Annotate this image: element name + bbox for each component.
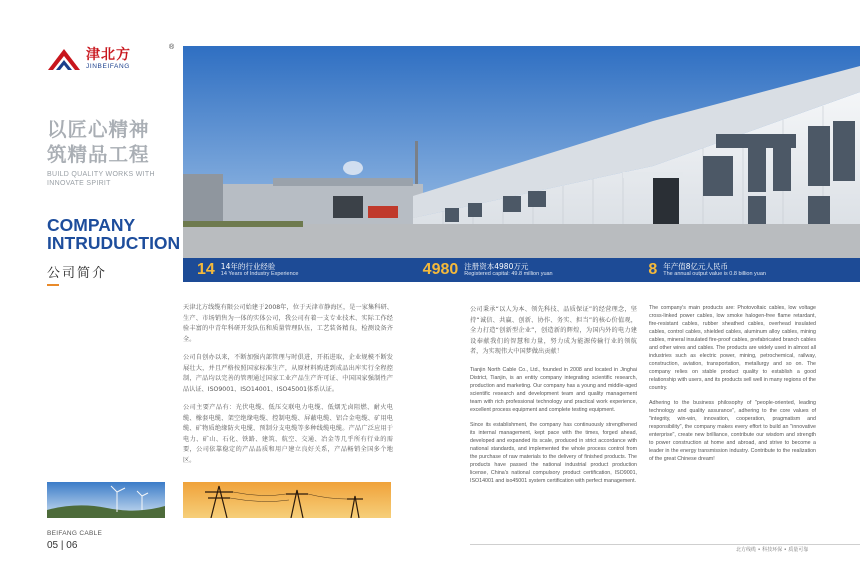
brand-name-en: JINBEIFANG xyxy=(86,63,130,70)
stat-label-en: Registered capital: 49.8 million yuan xyxy=(464,271,553,277)
stats-bar xyxy=(183,258,860,282)
intro-column-en xyxy=(649,304,816,470)
section-title-line1: COMPANY xyxy=(47,215,136,235)
factory-photo xyxy=(183,46,860,258)
stat-experience xyxy=(183,258,409,282)
paragraph: Since its establishment, the company has continuously strengthened its internal management, kept pace with the times, forged ahead, developed and expanded its scale, produced in strict accordance with national standards, and implemented the whole process control from the purchase of raw materials to the delivery of finished products. The products have passed the national industrial product production license, China's national compulsory product certification, ISO9001, ISO14001 and iso45001 system certification with perfect management. xyxy=(470,421,637,484)
stat-number: 4980 xyxy=(422,261,459,278)
paragraph: 天津北方线缆有限公司始建于2008年，位于天津市静海区，是一家集科研、生产、市场销售为一体的实体公司，我公司有着一支专业技术、实际工作经验丰富的中青年科研开发队伍和质量管理队伍，工艺装备精良，检测设备齐全。 xyxy=(183,304,393,343)
stat-capital xyxy=(409,258,635,282)
stat-label-en: The annual output value is 0.8 billion yuan xyxy=(663,271,766,277)
slogan-en-line2: INNOVATE SPIRIT xyxy=(47,180,111,187)
paragraph: Adhering to the business philosophy of "people-oriented, leading technology and quality assurance", adhering to the core values of "integrity, win-win, innovation, cooperation, pragmatism and responsibility", the company makes every effort to build an "innovative enterprise", create new brilliance, contribute our wisdom and strength to power construction at home and abroad, and strive to become a leader in the energy transmission industry. Contribute to the realization of the great Chinese dream! xyxy=(649,400,816,462)
stat-label-cn: 14年的行业经验 xyxy=(220,262,276,271)
power-tower-photo xyxy=(183,482,391,518)
footer-brand: BEIFANG CABLE xyxy=(47,530,103,537)
stat-label-cn: 注册资本4980万元 xyxy=(464,262,529,271)
section-title xyxy=(47,216,180,252)
registered-mark: ® xyxy=(169,44,175,51)
stat-label-cn: 年产值8亿元人民币 xyxy=(663,262,729,271)
paragraph: 公司秉承“以人为本、领先科技、品质保证”的经营理念，坚持“诚信、共赢、创新、协作、务实、担当”的核心价值观，全力打造“创新型企业”，创造新的辉煌，为国内外的电力建设奉献我们的智慧和力量，努力成为能源传输行业的领航者，为实现伟大中国梦做出贡献！ xyxy=(470,306,637,355)
wind-turbine-photo xyxy=(47,482,165,518)
intro-column-cn xyxy=(183,303,393,474)
slogan-cn-line2: 筑精品工程 xyxy=(47,143,150,166)
slogan-cn xyxy=(47,117,150,167)
slogan-en-line1: BUILD QUALITY WORKS WITH xyxy=(47,171,155,178)
stat-number: 8 xyxy=(648,261,658,278)
intro-column-mixed xyxy=(470,305,637,492)
section-title-cn: 公司简介 xyxy=(47,266,108,281)
paragraph: 公司自创办以来，不断加强内部管理与时俱进，开拓进取，企业规模不断发展壮大，并且严格按照国家标准生产，从原材料购进到成品出库实行全程控制，产品均以完善的管理通过国家工业产品生产许可证、中国国家强制性产品认证、ISO9001、ISO14001、ISO45001体系认证。 xyxy=(183,354,393,393)
section-title-line2: INTRUDUCTION xyxy=(47,233,181,253)
slogan-en xyxy=(47,170,155,188)
paragraph: The company's main products are: Photovoltaic cables, low voltage cross-linked power cables, low smoke halogen-free flame retardant, fire-resistant cables, rubber sheathed cables, overhead insulated cables, control cables, shielded cables, aluminum alloy cables, mining cables, mineral insulated fire-proof cables, prefabricated branch cables and other wires and cables. The products are widely used in almost all industries such as electric power, mining, petrochemical, railway, construction, aviation, transportation, metallurgy and so on. The company relies on stable product quality to establish a good relationship with users, and its products sell well in many regions of the country. xyxy=(649,305,816,391)
accent-divider xyxy=(47,284,59,286)
stat-output xyxy=(634,258,860,282)
paragraph: Tianjin North Cable Co., Ltd., founded in 2008 and located in Jinghai District, Tianjin, is an entity company integrating scientific research, production and marketing. Our company has a young and middle-aged scientific research and development team and quality management team with rich professional technology and practical work experience, excellent process equipment and complete testing equipment. xyxy=(470,366,637,413)
page-numbers: 05 | 06 xyxy=(47,540,78,551)
footer-divider xyxy=(470,544,860,545)
brand-logo xyxy=(46,44,175,72)
logo-mark-icon xyxy=(46,46,82,72)
brand-name-cn: 津北方 xyxy=(86,47,131,63)
factory-illustration xyxy=(183,46,860,258)
stat-number: 14 xyxy=(197,261,215,278)
stat-label-en: 14 Years of Industry Experience xyxy=(220,271,299,277)
slogan-cn-line1: 以匠心精神 xyxy=(47,118,150,141)
paragraph: 公司主要产品有：光伏电缆、低压交联电力电缆、低烟无卤阻燃、耐火电缆、橡套电缆、架空绝缘电缆、控制电缆、屏蔽电缆、铝合金电缆、矿用电缆、矿物质绝缘防火电缆、预制分支电缆等多种线缆电缆。产品广泛应用于电力、矿山、石化、铁路、建筑、航空、交通、冶金等几乎所有行业的需要，公司依靠稳定的产品品质和用户建立良好关系，产品畅销全国多个地区。 xyxy=(183,404,393,464)
footer-tagline: 北方线缆 • 科技环保 • 质量可靠 xyxy=(736,547,809,553)
